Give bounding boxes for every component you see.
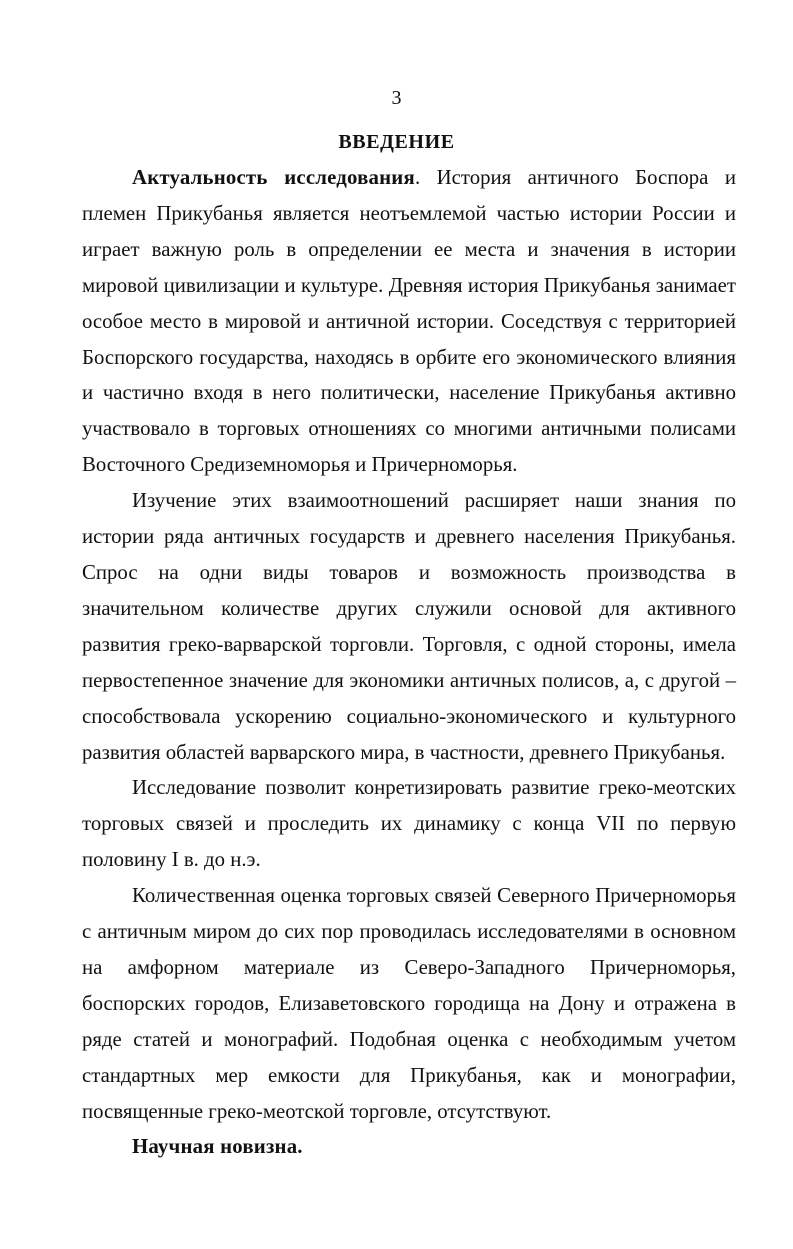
paragraph-relevance-text: . История античного Боспора и племен Прикубанья является неотъемлемой частью истории России и играет важную роль в определении ее места и значения в истории мировой цивилизации и культуре. Древняя история Прикубанья занимает особое место в мировой и античной истории. Соседствуя с территорией Боспорского государства, находясь в орбите его экономического влияния и частично входя в него политически, население Прикубанья активно участвовало в торговых отношениях со многими античными полисами Восточного Средиземноморья и Причерноморья. [82, 166, 737, 477]
main-text-body [82, 160, 736, 1165]
paragraph-research-scope: Исследование позволит конретизировать развитие греко-меотских торговых связей и проследить их динамику с конца VII по первую половину I в. до н.э. [82, 776, 736, 872]
subsection-scientific-novelty [82, 1129, 736, 1165]
subsection-lead-novelty: Научная новизна. [132, 1135, 303, 1159]
section-heading-introduction: ВВЕДЕНИЕ [338, 131, 455, 153]
paragraph-relevance [82, 160, 736, 483]
subsection-lead-relevance: Актуальность исследования [132, 166, 415, 189]
paragraph-quantitative-assessment: Количественная оценка торговых связей Северного Причерноморья с античным миром до сих пор проводилась исследователями в основном на амфорном материале из Северо-Западного Причерноморья, боспорских городов, Елизаветовского городища на Дону и отражена в ряде статей и монографий. Подобная оценка с необходимым учетом стандартных мер емкости для Прикубанья, как и монографии, посвященные греко-меотской торговле, отсутствуют. [82, 884, 736, 1123]
page-number: 3 [391, 87, 402, 109]
paragraph-relations: Изучение этих взаимоотношений расширяет наши знания по истории ряда античных государств и древнего населения Прикубанья. Спрос на одни виды товаров и возможность производства в значительном количестве других служили основой для активного развития греко-варварской торговли. Торговля, с одной стороны, имела первостепенное значение для экономики античных полисов, а, с другой – способствовала ускорению социально-экономического и культурного развития областей варварского мира, в частности, древнего Прикубанья. [82, 489, 736, 764]
